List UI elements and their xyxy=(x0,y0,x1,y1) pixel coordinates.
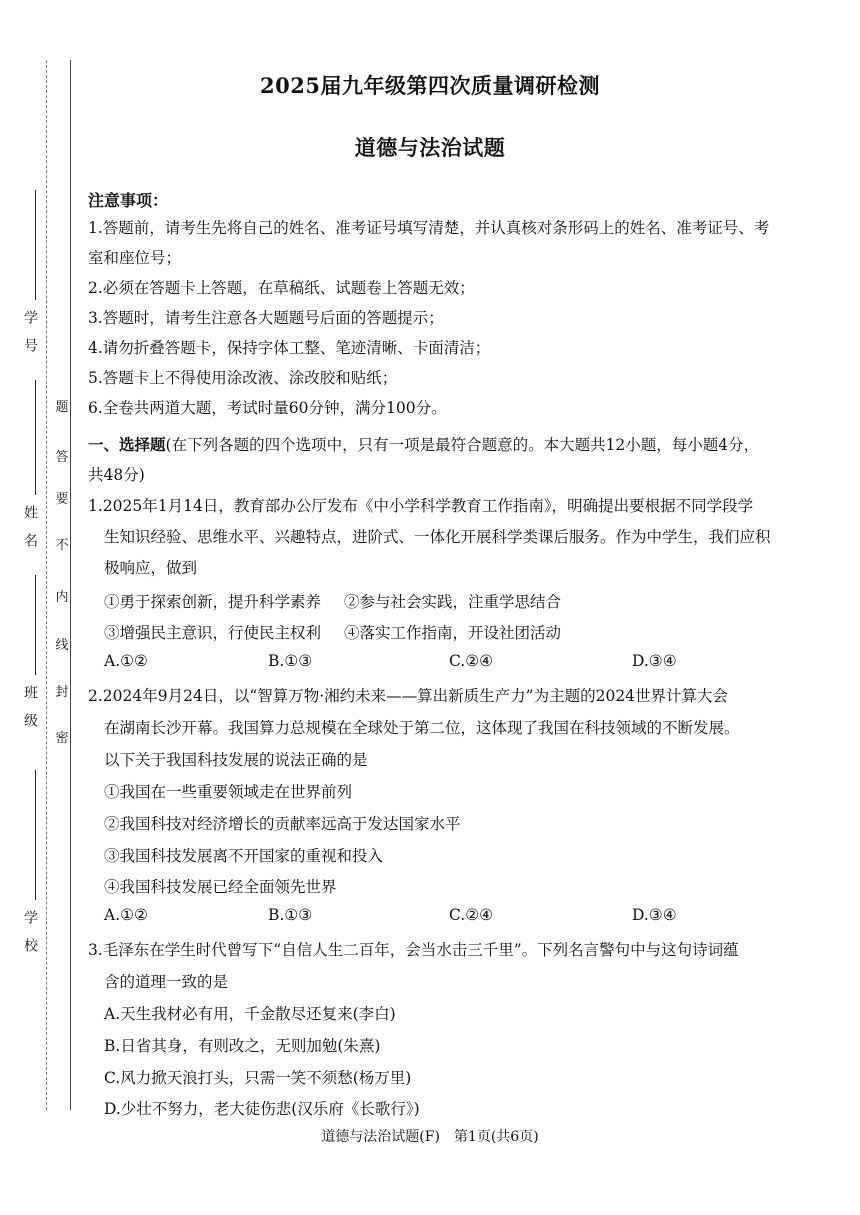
question-text: 1.2025年1月14日，教育部办公厅发布《中小学科学教育工作指南》，明确提出要根据不同学段学 xyxy=(88,497,754,515)
binding-margin xyxy=(0,0,80,1120)
question-text: 在湖南长沙开幕。我国算力总规模在全球处于第二位，这体现了我国在科技领域的不断发展。 xyxy=(104,719,740,737)
class-label: 班级 xyxy=(22,685,38,741)
answer-option: B.①③ xyxy=(268,906,313,924)
statement: ③我国科技发展离不开国家的重视和投入 xyxy=(104,847,384,865)
seal-char: 封 xyxy=(55,685,69,700)
question-text: 极响应，做到 xyxy=(104,559,198,577)
statement: ④我国科技发展已经全面领先世界 xyxy=(104,878,337,896)
school-label: 学校 xyxy=(22,910,38,966)
seal-line xyxy=(70,60,71,1110)
seal-char: 答 xyxy=(55,450,69,465)
answer-option: C.②④ xyxy=(449,652,494,670)
answer-option: B.①③ xyxy=(268,652,313,670)
class-underline xyxy=(35,575,36,675)
answer-option: C.②④ xyxy=(449,906,494,924)
question-text: 含的道理一致的是 xyxy=(104,973,229,991)
name-label: 姓名 xyxy=(22,505,38,561)
seal-char: 不 xyxy=(55,538,69,553)
section-instruction-cont: 共48分) xyxy=(88,466,145,484)
student-id-label: 学号 xyxy=(22,310,38,366)
note-item: 3.答题时，请考生注意各大题题号后面的答题提示； xyxy=(88,309,444,327)
student-id-underline xyxy=(35,190,36,300)
question-text: 以下关于我国科技发展的说法正确的是 xyxy=(104,751,368,769)
statement: ①勇于探索创新，提升科学素养 xyxy=(104,593,322,611)
note-item: 室和座位号； xyxy=(88,249,182,267)
answer-option: A.①② xyxy=(104,652,148,670)
statement: ④落实工作指南，开设社团活动 xyxy=(344,624,562,642)
answer-option: D.③④ xyxy=(632,906,677,924)
seal-char: 要 xyxy=(55,492,69,507)
note-item: 5.答题卡上不得使用涂改液、涂改胶和贴纸； xyxy=(88,369,398,387)
name-underline xyxy=(35,380,36,495)
note-item: 4.请勿折叠答题卡，保持字体工整、笔迹清晰、卡面清洁； xyxy=(88,339,491,357)
seal-char: 线 xyxy=(55,638,69,653)
seal-char: 密 xyxy=(55,731,69,746)
section-heading: 一、选择题 xyxy=(88,435,166,454)
note-item: 6.全卷共两道大题，考试时量60分钟，满分100分。 xyxy=(88,399,447,417)
answer-option: A.①② xyxy=(104,906,148,924)
statement: ①我国在一些重要领域走在世界前列 xyxy=(104,783,353,801)
note-item: 1.答题前，请考生先将自己的姓名、准考证号填写清楚，并认真核对条形码上的姓名、准考证号、考 xyxy=(88,219,770,237)
subject-title: 道德与法治试题 xyxy=(354,135,506,160)
question-text: 3.毛泽东在学生时代曾写下“自信人生二百年，会当水击三千里”。下列名言警句中与这句诗词蕴 xyxy=(88,941,739,959)
question-text: 2.2024年9月24日，以“智算万物·湘约未来——算出新质生产力”为主题的2024世界计算大会 xyxy=(88,687,729,705)
exam-title: 2025届九年级第四次质量调研检测 xyxy=(260,73,600,98)
seal-char: 内 xyxy=(55,590,69,605)
answer-option: D.③④ xyxy=(632,652,677,670)
cut-line xyxy=(46,60,47,1110)
section-instructions xyxy=(88,433,759,455)
seal-char: 题 xyxy=(55,400,69,415)
page-footer: 道德与法治试题(F) 第1页(共6页) xyxy=(321,1129,539,1145)
answer-option: A.天生我材必有用，千金散尽还复来(李白) xyxy=(104,1005,396,1023)
school-underline xyxy=(35,770,36,900)
notes-heading: 注意事项： xyxy=(88,191,169,210)
answer-option: C.风力掀天浪打头，只需一笑不须愁(杨万里) xyxy=(104,1069,412,1087)
answer-option: D.少壮不努力，老大徒伤悲(汉乐府《长歌行》) xyxy=(104,1100,420,1118)
question-text: 生知识经验、思维水平、兴趣特点，进阶式、一体化开展科学类课后服务。作为中学生，我们应积 xyxy=(104,528,771,546)
answer-option: B.日省其身，有则改之，无则加勉(朱熹) xyxy=(104,1037,381,1055)
statement: ③增强民主意识，行使民主权利 xyxy=(104,624,322,642)
section-instruction: (在下列各题的四个选项中，只有一项是最符合题意的。本大题共12小题，每小题4分， xyxy=(165,436,760,454)
statement: ②参与社会实践，注重学思结合 xyxy=(344,593,562,611)
statement: ②我国科技对经济增长的贡献率远高于发达国家水平 xyxy=(104,815,461,833)
note-item: 2.必须在答题卡上答题，在草稿纸、试题卷上答题无效； xyxy=(88,279,475,297)
